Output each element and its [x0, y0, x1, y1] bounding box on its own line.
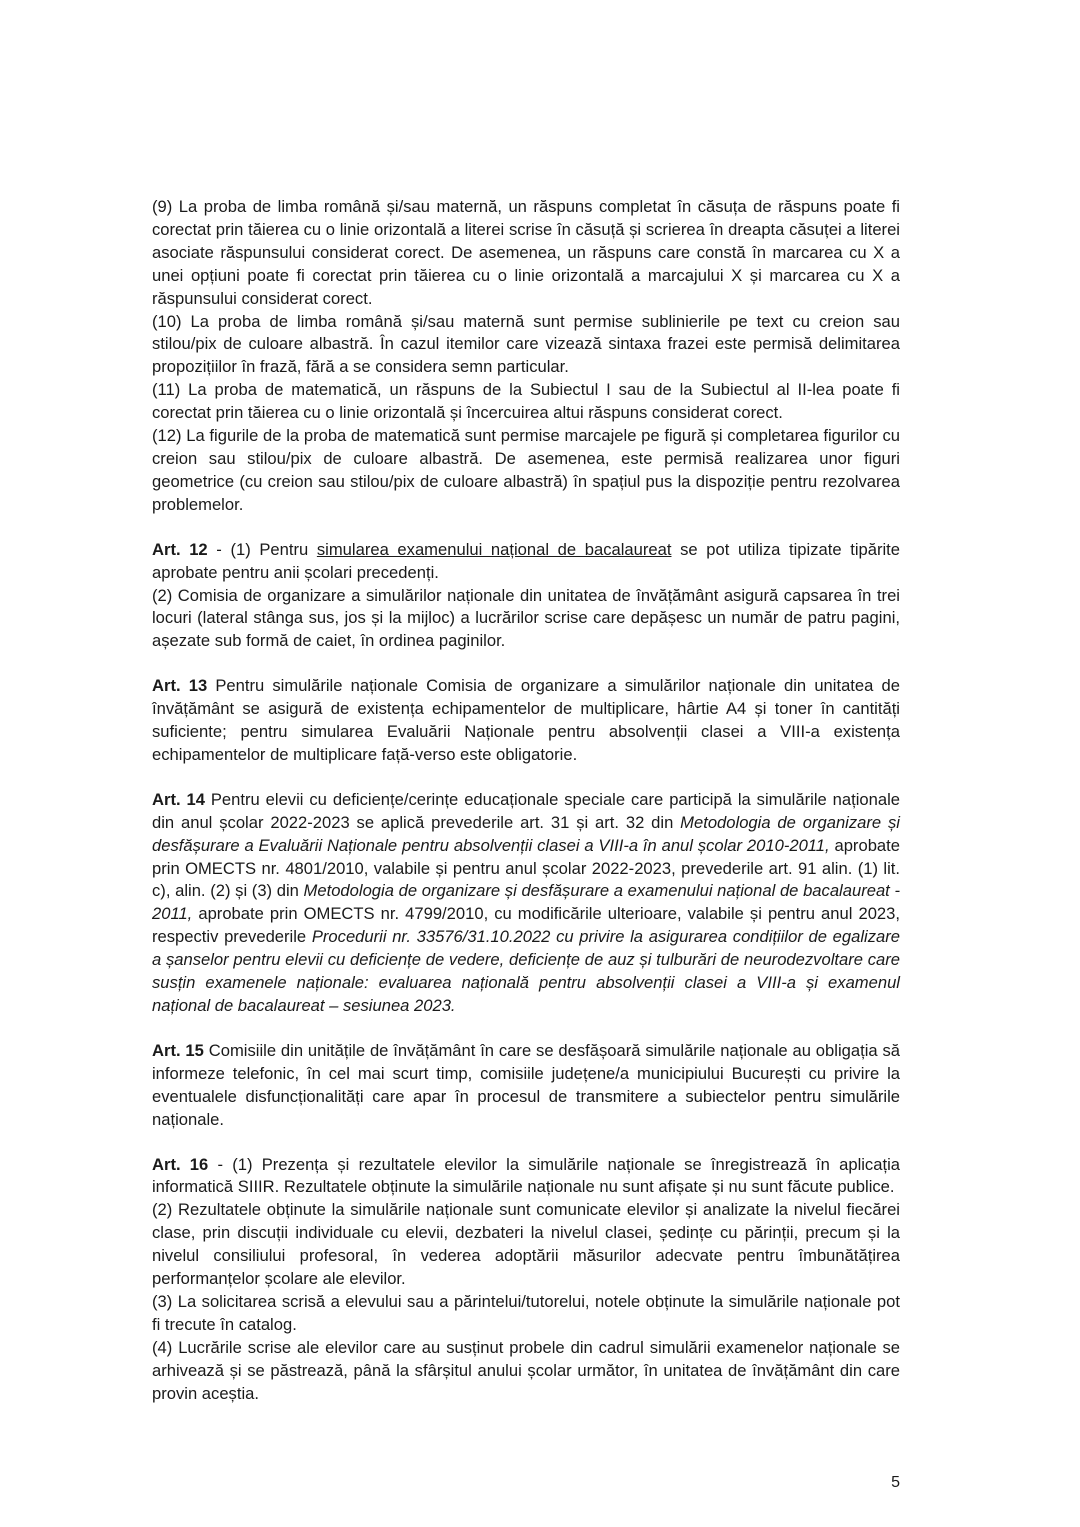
art14-italic-1: Metodologia de organizare și desfășurare a Evaluării Naționale pentru absolvenții clasei a VIII-a în anul școlar 2010-2011,: [152, 812, 900, 855]
page-number: 5: [891, 1474, 900, 1491]
art16-para-4: (4) Lucrările scrise ale elevilor care au susținut probele din cadrul simulării examenelor naționale se arhivează și se păstrează, până la sfârșitul anului școlar următor, în unitatea de învățământ din care provin aceștia.: [152, 1337, 900, 1403]
art15-para: [152, 1040, 900, 1132]
art11-para-11: (11) La proba de matematică, un răspuns de la Subiectul I sau de la Subiectul al II-lea poate fi corectat prin tăierea cu o linie orizontală și încercuirea altui răspuns considerat corect.: [152, 380, 900, 423]
art15-text: Comisiile din unitățile de învățământ în care se desfășoară simulările naționale au obligația să informeze telefonic, în cel mai scurt timp, comisiile județene/a municipiului București cu privire la eventualele disfuncționalități care apar în procesul de transmitere a subiectelor pentru simulările naționale.: [152, 1040, 900, 1129]
art16-para-1: [152, 1154, 900, 1200]
spacer: [152, 767, 900, 789]
art14-text-1: Pentru elevii cu deficiențe/cerințe educaționale speciale care participă la simulările naționale din anul școlar 2022-2023 se aplică prevederile art. 31 și art. 32 din: [152, 789, 900, 832]
art14-italic-2: Metodologia de organizare și desfășurare a examenului național de bacalaureat - 2011,: [152, 881, 900, 924]
art12-text-suffix: se pot utiliza tipizate tipărite aprobate pentru anii școlari precedenți.: [152, 539, 901, 582]
art16-label: Art. 16: [152, 1154, 209, 1174]
art13-label: Art. 13: [152, 676, 208, 696]
art16-para-3: (3) La solicitarea scrisă a elevului sau a părintelui/tutorelui, notele obținute la simulările naționale pot fi trecute în catalog.: [152, 1291, 900, 1334]
spacer: [152, 1132, 900, 1154]
spacer: [152, 653, 900, 675]
art14-label: Art. 14: [152, 789, 205, 809]
art12-label: Art. 12: [152, 539, 208, 559]
document-page: [152, 196, 900, 1406]
art11-para-10: (10) La proba de limba română și/sau maternă sunt permise sublinierile pe text cu creion sau stilou/pix de culoare albastră. În cazul itemilor care vizează sintaxa frazei este permisă delimitarea propozițiilor în frază, fără a se considera semn particular.: [152, 311, 900, 377]
art15-label: Art. 15: [152, 1040, 204, 1060]
art11-para-12: (12) La figurile de la proba de matematică sunt permise marcajele pe figură și completarea figurilor cu creion sau stilou/pix de culoare albastră. De asemenea, este permisă realizarea unor figuri geometrice (cu creion sau stilou/pix de culoare albastră) în spațiul pus la dispoziție pentru rezolvarea problemelor.: [152, 426, 900, 514]
art12-text-prefix: - (1) Pentru: [207, 539, 317, 559]
art12-underlined-text: simularea examenului național de bacalaureat: [316, 539, 672, 559]
art13-para: [152, 675, 900, 767]
art14-text-3: aprobate prin OMECTS nr. 4799/2010, cu modificările ulterioare, valabile și pentru anul 2023, respectiv prevederile: [152, 904, 900, 947]
art14-para: [152, 789, 900, 1018]
art16-para-2: (2) Rezultatele obținute la simulările naționale sunt comunicate elevilor și analizate la nivelul fiecărei clase, prin discuții individuale cu elevii, dezbateri la nivelul clasei, ședințe cu părinții, precum și la nivelul consiliului profesoral, în vederea adoptării măsurilor adecvate pentru îmbunătățirea performanțelor școlare ale elevilor.: [152, 1200, 900, 1289]
art12-para-2: (2) Comisia de organizare a simulărilor naționale din unitatea de învățământ asigură capsarea în trei locuri (lateral stânga sus, jos și la mijloc) a lucrărilor scrise care depășesc un număr de patru pagini, așezate sub formă de caiet, în ordinea paginilor.: [152, 585, 900, 651]
art16-text-1: - (1) Prezența și rezultatele elevilor la simulările naționale se înregistrează în aplicația informatică SIIIR. Rezultatele obținute la simulările naționale nu sunt afișate și nu sunt făcute publice.: [152, 1154, 900, 1197]
art14-italic-3: Procedurii nr. 33576/31.10.2022 cu privire la asigurarea condițiilor de egalizare a șanselor pentru elevii cu deficiențe de vedere, deficiențe de auz și tulburări de neurodezvoltare care susțin examenele naționale: evaluarea națională pentru absolvenții clasei a VIII-a și examenul național de bacalaureat – sesiunea 2023.: [152, 927, 900, 1015]
art13-text: Pentru simulările naționale Comisia de organizare a simulărilor naționale din unitatea de învățământ se asigură de existența echipamentelor de multiplicare, hârtie A4 și toner în cantități suficiente; pentru simularea Evaluării Naționale pentru absolvenții clasei a VIII-a existența echipamentelor de multiplicare față-verso este obligatorie.: [152, 676, 900, 764]
art12-para-1: [152, 539, 900, 585]
art11-para-9: (9) La proba de limba română și/sau maternă, un răspuns completat în căsuța de răspuns poate fi corectat prin tăierea cu o linie orizontală a literei scrise în căsuță și scrierea în dreapta căsuței a literei asociate răspunsului considerat corect. De asemenea, un răspuns care constă în marcarea cu X a unei opțiuni poate fi corectat prin tăierea cu o linie orizontală a marcajului X și marcarea cu X a răspunsului considerat corect.: [152, 197, 900, 308]
spacer: [152, 1018, 900, 1040]
art14-text-2: aprobate prin OMECTS nr. 4801/2010, valabile și pentru anul școlar 2022-2023, prevederile art. 91 alin. (1) lit. c), alin. (2) și (3) din: [152, 835, 900, 901]
spacer: [152, 517, 900, 539]
